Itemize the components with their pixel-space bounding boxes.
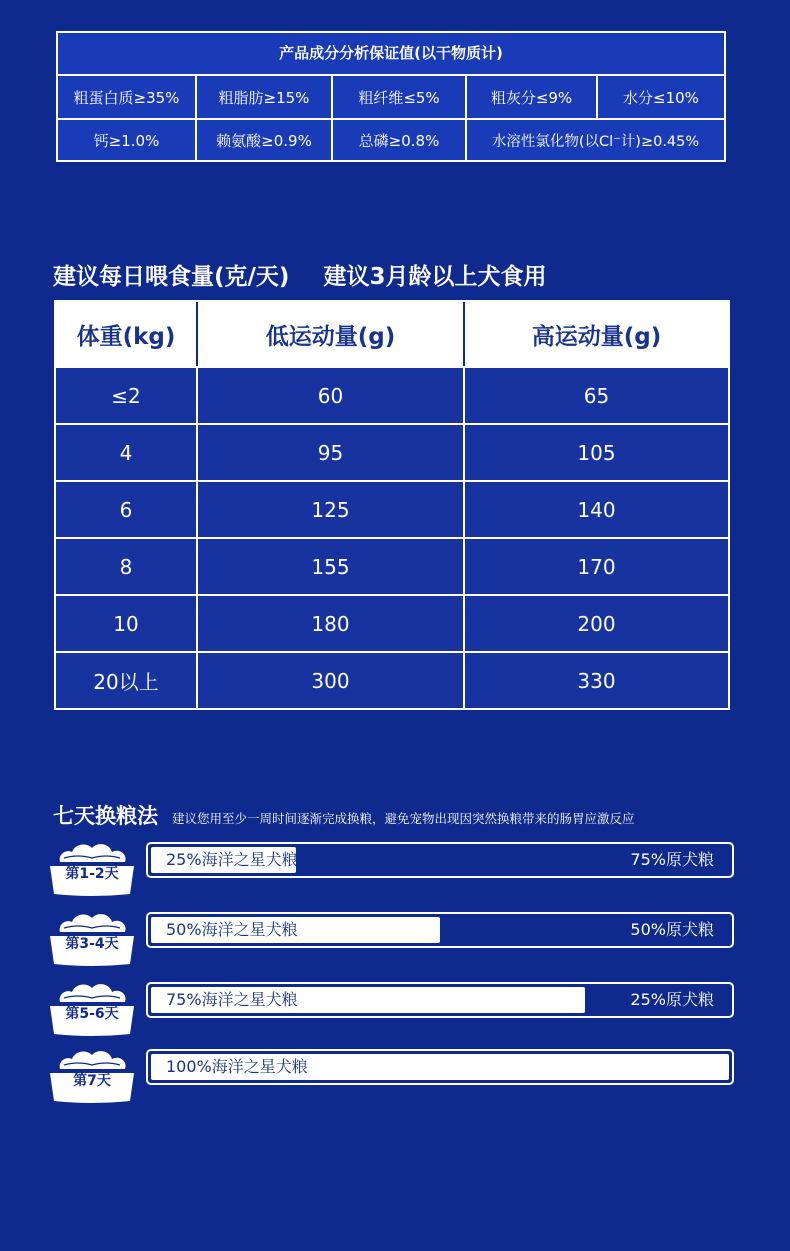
- low-activity-cell: 60: [196, 368, 463, 423]
- analysis-cell: 水溶性氯化物(以Cl⁻计)≥0.45%: [465, 120, 724, 160]
- old-food-label: 50%原犬粮: [630, 920, 714, 939]
- day-label: 第5-6天: [65, 1006, 119, 1022]
- old-food-label: 75%原犬粮: [630, 850, 714, 869]
- weight-cell: 10: [113, 611, 139, 636]
- table-row: [56, 594, 728, 651]
- old-food-label: 25%原犬粮: [630, 990, 714, 1009]
- day-label: 第1-2天: [65, 866, 119, 882]
- transition-stage: [48, 840, 738, 898]
- low-activity-cell: 180: [196, 596, 463, 651]
- weight-cell: ≤2: [111, 383, 141, 408]
- high-activity-cell: 330: [463, 653, 728, 708]
- analysis-cell: 粗灰分≤9%: [465, 76, 596, 118]
- weight-cell: 6: [119, 497, 133, 522]
- transition-stage: [48, 910, 738, 968]
- low-activity-cell: 125: [196, 482, 463, 537]
- header-high-activity: 高运动量(g): [463, 302, 728, 366]
- analysis-cell: 粗蛋白质≥35%: [73, 88, 180, 107]
- transition-heading: [53, 800, 635, 830]
- header-weight: 体重(kg): [76, 323, 176, 350]
- high-activity-cell: 105: [463, 425, 728, 480]
- day-badge: [48, 980, 136, 1038]
- new-food-label: 75%海洋之星犬粮: [166, 990, 298, 1009]
- nutrient-analysis-table: [56, 31, 726, 162]
- day-badge: [48, 840, 136, 898]
- feeding-subtitle: 建议3月龄以上犬食用: [323, 264, 547, 290]
- low-activity-cell: 300: [196, 653, 463, 708]
- analysis-cell: 粗脂肪≥15%: [195, 76, 331, 118]
- analysis-cell: 总磷≥0.8%: [331, 120, 465, 160]
- weight-cell: 20以上: [93, 670, 159, 694]
- analysis-cell: 钙≥1.0%: [93, 131, 160, 150]
- day-label: 第7天: [73, 1073, 111, 1089]
- analysis-title: 产品成分分析保证值(以干物质计): [58, 33, 724, 76]
- transition-note: 建议您用至少一周时间逐渐完成换粮，避免宠物出现因突然换粮带来的肠胃应激反应: [172, 811, 635, 826]
- header-low-activity: 低运动量(g): [196, 302, 463, 366]
- high-activity-cell: 200: [463, 596, 728, 651]
- analysis-row-2: [58, 118, 724, 160]
- ratio-bar: [146, 912, 734, 948]
- analysis-cell: 粗纤维≤5%: [331, 76, 465, 118]
- table-row: [56, 423, 728, 480]
- feeding-table: [54, 300, 730, 710]
- low-activity-cell: 155: [196, 539, 463, 594]
- table-row: [56, 366, 728, 423]
- day-badge: [48, 1047, 136, 1105]
- weight-cell: 8: [119, 554, 133, 579]
- table-row: [56, 537, 728, 594]
- low-activity-cell: 95: [196, 425, 463, 480]
- day-badge: [48, 910, 136, 968]
- feeding-title: 建议每日喂食量(克/天): [53, 264, 290, 290]
- feeding-heading: [53, 258, 546, 291]
- new-food-label: 25%海洋之星犬粮: [166, 850, 298, 869]
- transition-stage: [48, 1047, 738, 1105]
- analysis-cell: 水分≤10%: [596, 76, 724, 118]
- ratio-bar: [146, 982, 734, 1018]
- weight-cell: 4: [119, 440, 133, 465]
- table-row: [56, 480, 728, 537]
- feeding-table-header: [56, 302, 728, 366]
- ratio-bar: [146, 1049, 734, 1085]
- day-label: 第3-4天: [65, 936, 119, 952]
- high-activity-cell: 65: [463, 368, 728, 423]
- high-activity-cell: 140: [463, 482, 728, 537]
- high-activity-cell: 170: [463, 539, 728, 594]
- analysis-row-1: [58, 76, 724, 118]
- new-food-label: 100%海洋之星犬粮: [166, 1057, 308, 1076]
- ratio-bar: [146, 842, 734, 878]
- new-food-label: 50%海洋之星犬粮: [166, 920, 298, 939]
- transition-stage: [48, 980, 738, 1038]
- analysis-cell: 赖氨酸≥0.9%: [195, 120, 331, 160]
- transition-title: 七天换粮法: [53, 804, 158, 828]
- table-row: [56, 651, 728, 708]
